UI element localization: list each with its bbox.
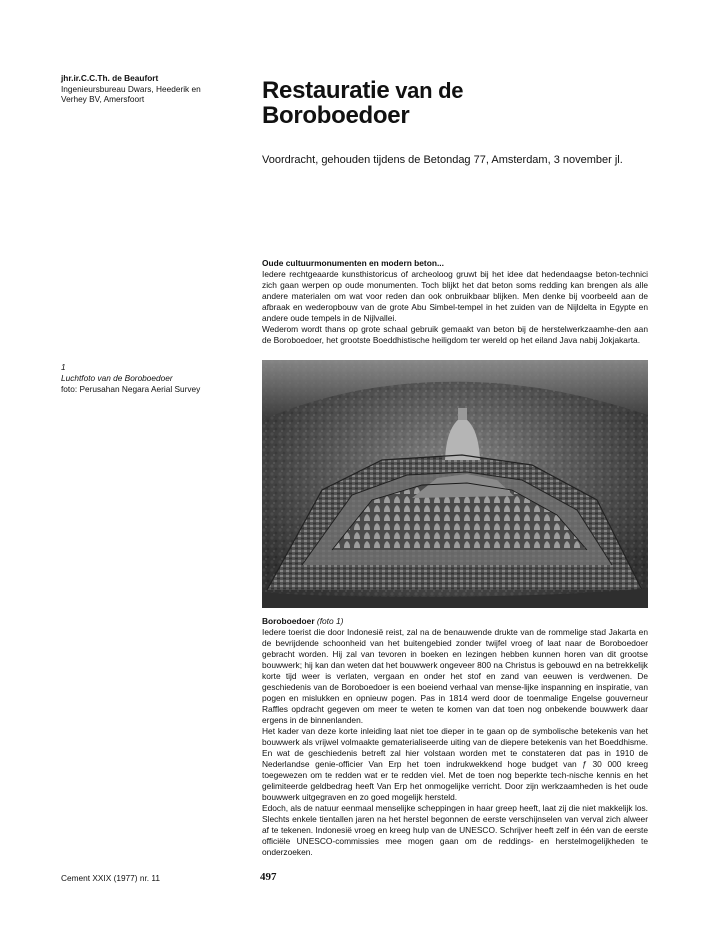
article-paragraph-1: Iedere toerist die door Indonesië reist, zal na de benauwende drukte van de rommelige stad Jakarta en de bevrijdende schoonheid van het buitengebied zonder twijfel vroeg of laat naar de Boroboedoer gebracht worden. Hij zal van tevoren in boeken en lezingen hebben kunnen horen van dit grootse bouwwerk; hij kan dan weten dat het bouwwerk ongeveer 800 na Christus is gebouwd en na betrekkelijk korte tijd weer is verlaten, vergaan en onder het stof en zand van eeuwen is verdwenen. De geschiedenis van de Boroboedoer is een boeiend verhaal van mense-lijke inspanning en inspiratie, van pogen en mislukken en opnieuw pogen. Pas in 1814 werd door de toenmalige Engelse gouverneur Raffles opdracht gegeven om meer te weten te komen van dat toen nog onbekende bouwwerk daar ergens in de binnenlanden. — [262, 627, 648, 725]
title-part3: Boroboedoer — [262, 102, 410, 129]
intro-paragraph-2: Wederom wordt thans op grote schaal gebruik gemaakt van beton bij de herstelwerkzaamhe-den aan de Boroboedoer, het grootste Boeddhistische heiligdom ter wereld op het eiland Java nabij Jokjakarta. — [262, 324, 648, 345]
article-paragraph-2: Het kader van deze korte inleiding laat niet toe dieper in te gaan op de symbolische betekenis van het bouwwerk als vrijwel volmaakte gematerialiseerde uiting van de diepere betekenis van het Boeddhisme. En wat de geschiedenis betreft zal hier volstaan worden met te constateren dat pas in 1910 de Nederlandse genie-officier Van Erp het toen indrukwekkend hoge budget van ƒ 30 000 kreeg toegewezen om te redden wat er te redden viel. Met de toen nog beperkte tech-nische kennis en het gelimiteerde geldbedrag heeft Van Erp het onmogelijke verricht. Door zijn werkzaamheden is het oude bouwwerk uitgegraven en zo goed mogelijk hersteld. — [262, 726, 648, 802]
photo-illustration — [262, 360, 648, 608]
footer-journal: Cement XXIX (1977) nr. 11 — [61, 873, 160, 883]
figure-caption — [61, 362, 251, 395]
article-heading — [262, 616, 648, 627]
page-title — [262, 78, 562, 128]
subtitle: Voordracht, gehouden tijdens de Betondag 77, Amsterdam, 3 november jl. — [262, 154, 623, 166]
author-name: jhr.ir.C.C.Th. de Beaufort — [61, 73, 159, 83]
intro-heading: Oude cultuurmonumenten en modern beton... — [262, 258, 444, 268]
article-heading-text: Boroboedoer — [262, 616, 315, 626]
aerial-photo-boroboedoer — [262, 360, 648, 608]
page-number: 497 — [260, 871, 277, 883]
intro-paragraph-1: Iedere rechtgeaarde kunsthistoricus of archeoloog gruwt bij het idee dat hedendaagse beton-technici zich gaan werpen op oude monumenten. Toch blijkt het dat beton soms redding kan brengen als alle andere materialen om wat voor reden dan ook onbruikbaar blijken. Men denke bij voorbeeld aan de afbraak en wederopbouw van de grote Abu Simbel-tempel in het zuiden van de Nijldelta in Egypte en andere oude tempels in de Nijlvallei. — [262, 269, 648, 323]
article-section — [262, 616, 648, 858]
article-paragraph-3: Edoch, als de natuur eenmaal menselijke scheppingen in haar greep heeft, laat zij die niet makkelijk los. Slechts enkele tientallen jaren na het herstel begonnen de eerste verschijnselen van verval zich alweer af te tekenen. Indonesië vroeg en kreeg hulp van de UNESCO. Schrijver heeft zelf in één van de eerste officiële UNESCO-commissies mee mogen gaan om de reddings- en herstelmogelijkheden te onderzoeken. — [262, 803, 648, 857]
title-part2: van de — [389, 78, 464, 103]
author-affiliation-line1: Ingenieursbureau Dwars, Heederik en — [61, 83, 201, 94]
article-heading-note: (foto 1) — [316, 616, 344, 626]
intro-section — [262, 258, 648, 346]
figure-number: 1 — [61, 362, 66, 372]
author-affiliation-line2: Verhey BV, Amersfoort — [61, 94, 145, 104]
figure-credit: foto: Perusahan Negara Aerial Survey — [61, 384, 201, 394]
author-block — [61, 73, 251, 105]
title-part1: Restauratie — [262, 77, 390, 104]
figure-title: Luchtfoto van de Boroboedoer — [61, 373, 173, 383]
